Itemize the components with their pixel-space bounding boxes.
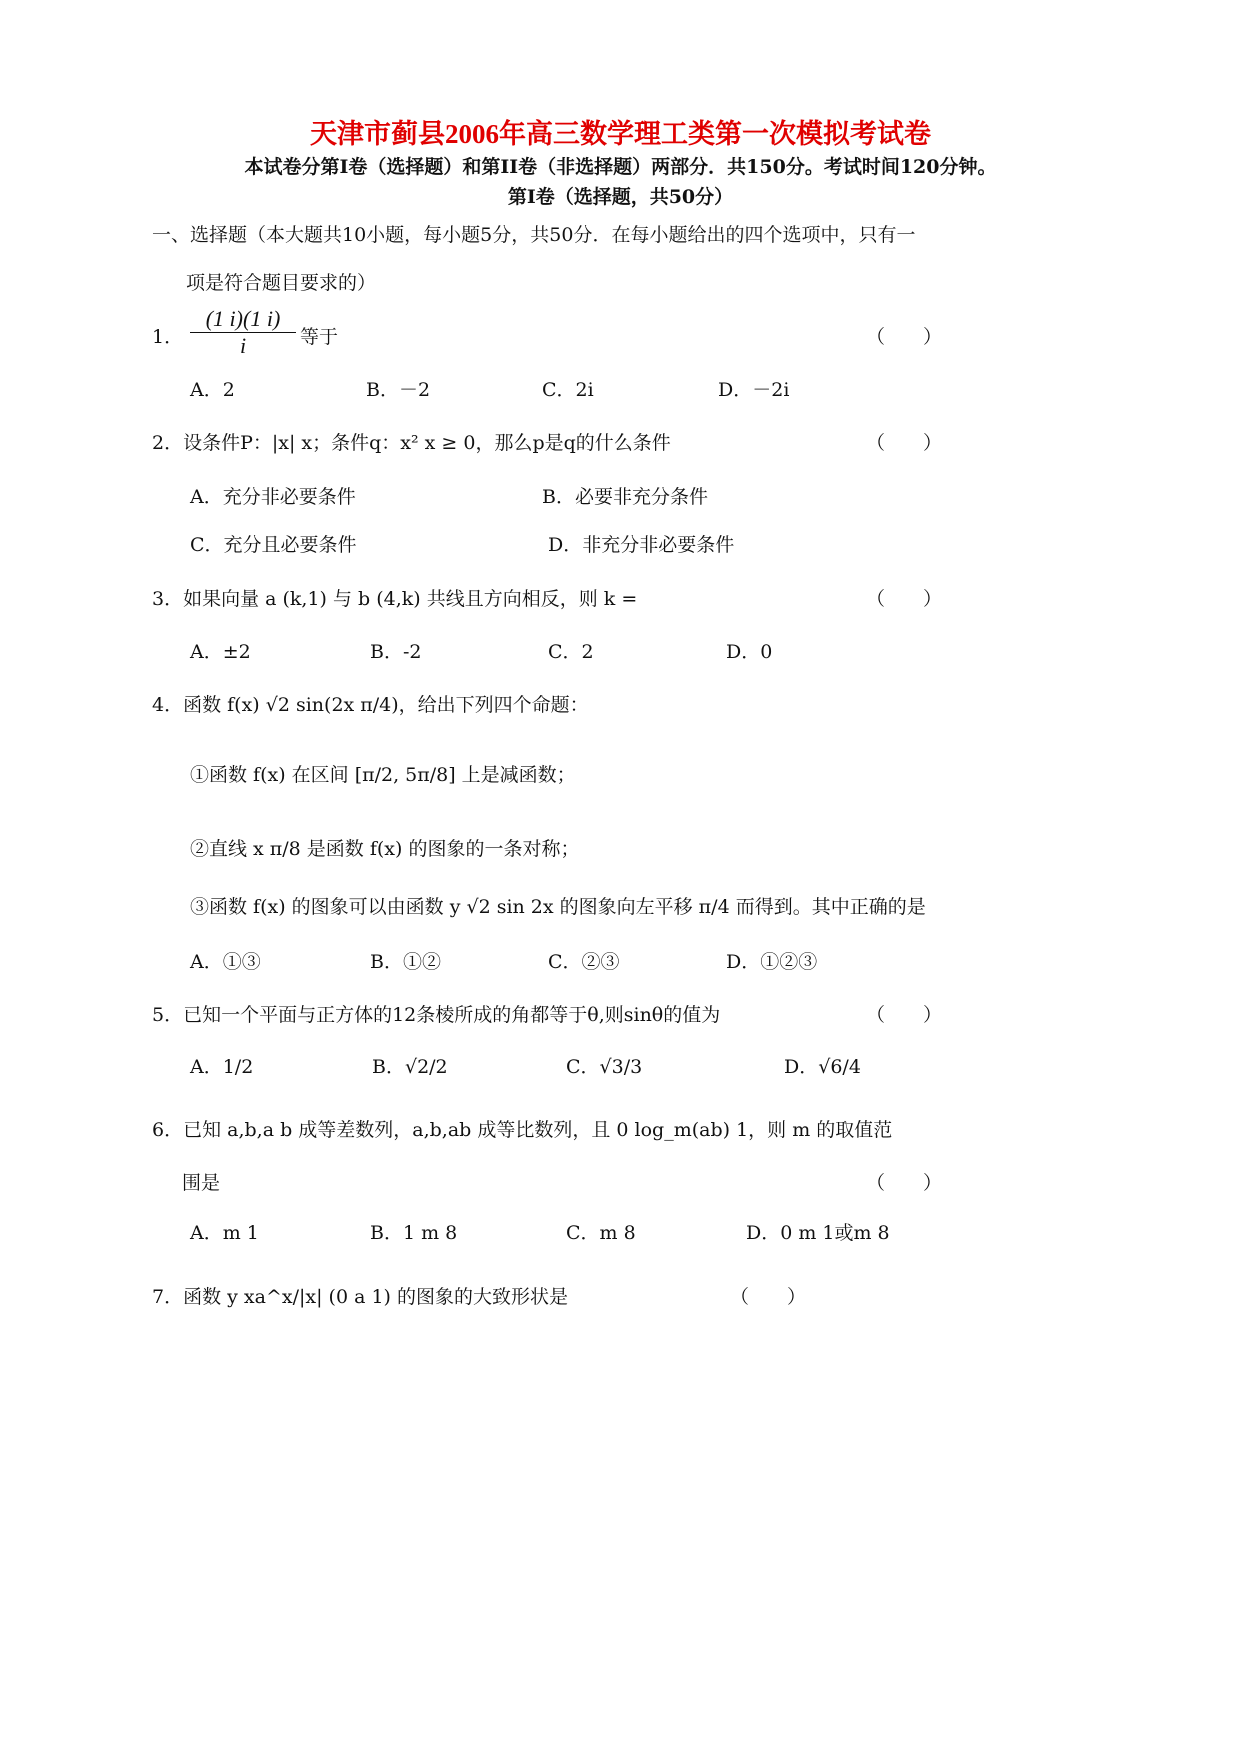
part-heading: 第Ⅰ卷（选择题，共50分） <box>507 186 734 208</box>
q7-answer-bracket: （ ） <box>730 1286 807 1308</box>
q4-stem: 4．函数 f(x) √2 sin(2x π/4)，给出下列四个命题： <box>152 694 589 716</box>
q2-option-a: A．充分非必要条件 <box>190 486 356 508</box>
q4-statement-1: ①函数 f(x) 在区间 [π/2, 5π/8] 上是减函数； <box>190 764 576 786</box>
q1-option-a: A．2 <box>190 379 235 401</box>
q5-option-b: B．√2/2 <box>372 1056 448 1078</box>
q3-option-d: D．0 <box>726 641 773 663</box>
q4-option-c: C．②③ <box>548 951 620 973</box>
q5-option-c: C．√3/3 <box>566 1056 643 1078</box>
q1-option-d: D．－2i <box>718 379 790 401</box>
q1-fraction <box>190 306 296 359</box>
q4-statement-2: ②直线 x π/8 是函数 f(x) 的图象的一条对称； <box>190 838 580 860</box>
q1-number: 1． <box>152 326 184 348</box>
q2-answer-bracket: （ ） <box>866 432 943 454</box>
q1-option-c: C．2i <box>542 379 594 401</box>
q4-option-d: D．①②③ <box>726 951 818 973</box>
q6-option-b: B．1 m 8 <box>370 1222 458 1244</box>
q6-option-d: D．0 m 1或m 8 <box>746 1222 890 1244</box>
q1-option-b: B．－2 <box>366 379 431 401</box>
q3-option-a: A．±2 <box>190 641 251 663</box>
q4-statement-3: ③函数 f(x) 的图象可以由函数 y √2 sin 2x 的图象向左平移 π/4 而得到。其中正确的是 <box>190 896 926 918</box>
q5-option-a: A．1/2 <box>190 1056 254 1078</box>
q3-answer-bracket: （ ） <box>866 588 943 610</box>
section-instruction-line1: 一、选择题（本大题共10小题，每小题5分，共50分．在每小题给出的四个选项中，只有一 <box>152 224 916 246</box>
section-instruction-line2: 项是符合题目要求的） <box>186 272 377 294</box>
q6-stem-line1: 6．已知 a,b,a b 成等差数列，a,b,ab 成等比数列，且 0 log_m(ab) 1，则 m 的取值范 <box>152 1119 893 1141</box>
exam-intro: 本试卷分第Ⅰ卷（选择题）和第II卷（非选择题）两部分．共150分。考试时间120分钟。 <box>244 156 997 178</box>
q1-numerator: (1 i)(1 i) <box>190 306 296 333</box>
q2-stem: 2．设条件P：|x| x；条件q：x² x ≥ 0，那么p是q的什么条件 <box>152 432 671 454</box>
q2-option-b: B．必要非充分条件 <box>542 486 708 508</box>
q5-answer-bracket: （ ） <box>866 1004 943 1026</box>
q3-stem: 3．如果向量 a (k,1) 与 b (4,k) 共线且方向相反，则 k = <box>152 588 638 610</box>
q1-denominator: i <box>239 333 247 358</box>
q6-option-a: A．m 1 <box>190 1222 259 1244</box>
q5-stem: 5．已知一个平面与正方体的12条棱所成的角都等于θ,则sinθ的值为 <box>152 1004 721 1026</box>
q4-option-b: B．①② <box>370 951 441 973</box>
q6-answer-bracket: （ ） <box>866 1172 943 1194</box>
q1-answer-bracket: （ ） <box>866 326 943 348</box>
exam-title: 天津市蓟县2006年高三数学理工类第一次模拟考试卷 <box>310 119 931 149</box>
q5-option-d: D．√6/4 <box>784 1056 861 1078</box>
q3-option-c: C．2 <box>548 641 594 663</box>
q4-option-a: A．①③ <box>190 951 261 973</box>
q7-stem: 7．函数 y xa^x/|x| (0 a 1) 的图象的大致形状是 <box>152 1286 568 1308</box>
q2-option-c: C．充分且必要条件 <box>190 534 357 556</box>
q3-option-b: B．-2 <box>370 641 422 663</box>
q6-stem-line2: 围是 <box>182 1172 221 1194</box>
q2-option-d: D．非充分非必要条件 <box>548 534 735 556</box>
q6-option-c: C．m 8 <box>566 1222 636 1244</box>
q1-tail: 等于 <box>300 326 339 348</box>
